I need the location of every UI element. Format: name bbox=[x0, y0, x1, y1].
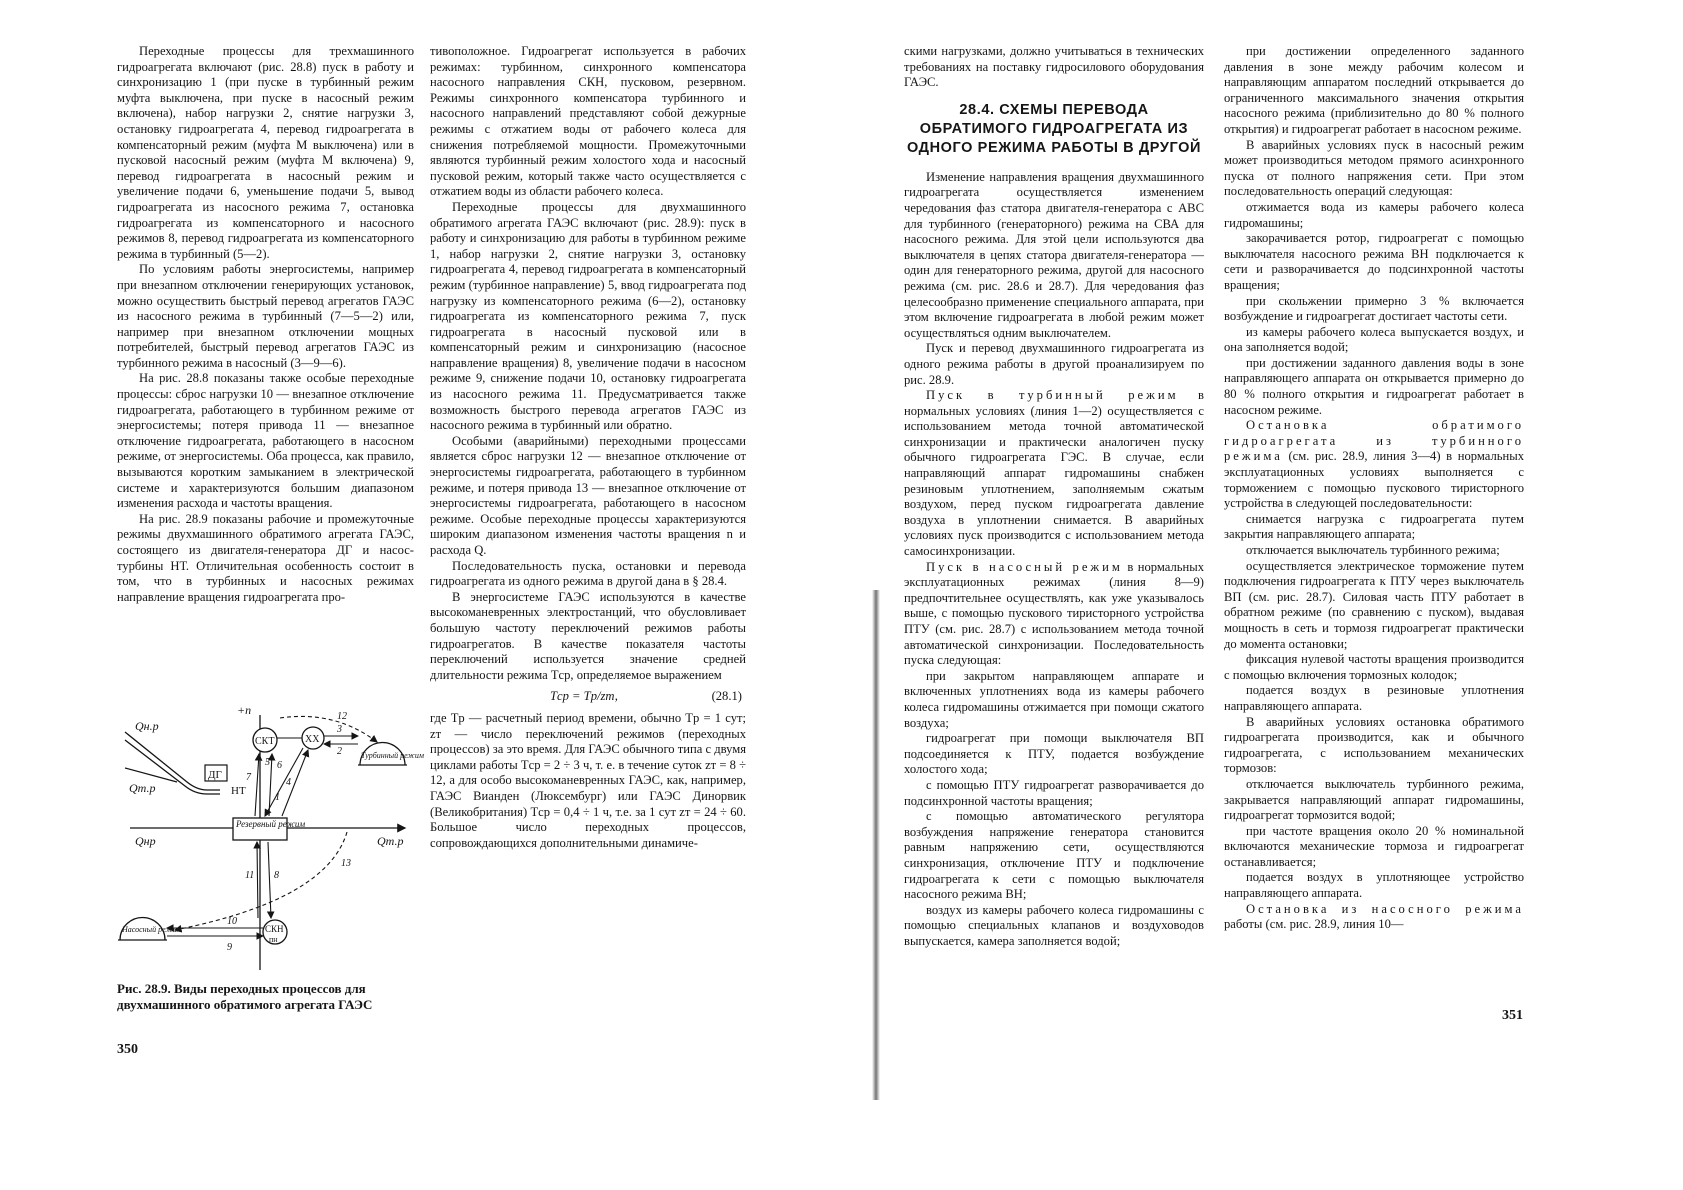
list-item: фиксация нулевой частоты вращения производится с помощью включения тормозных колодок; bbox=[1224, 652, 1524, 682]
page-number-left: 350 bbox=[117, 1042, 138, 1057]
section-heading: 28.4. СХЕМЫ ПЕРЕВОДА ОБРАТИМОГО ГИДРОАГРЕГАТА ИЗ ОДНОГО РЕЖИМА РАБОТЫ В ДРУГОЙ bbox=[906, 101, 1202, 156]
dg-label: ДГ bbox=[208, 769, 222, 781]
transition-10: 10 bbox=[227, 916, 237, 927]
list-item: при достижении заданного давления воды в зоне направляющего аппарата он открывается примерно до 80 % полного открытия и гидроагрегат работает в насосном режиме. bbox=[1224, 355, 1524, 417]
run-in-heading: Пуск в насосный режим bbox=[926, 559, 1123, 574]
nt-label: НТ bbox=[231, 785, 246, 797]
list-item: отжимается вода из камеры рабочего колеса гидромашины; bbox=[1224, 199, 1524, 230]
paragraph: скими нагрузками, должно учитываться в технических требованиях на поставку гидросилового оборудования ГАЭС. bbox=[904, 44, 1204, 90]
xx-label: XX bbox=[305, 734, 320, 745]
right-page bbox=[842, 0, 1683, 1190]
q-np-axis-label: Qнр bbox=[135, 834, 156, 848]
list-item: с помощью автоматического регулятора возбуждения напряжение генератора становится равным напряжению сети, осуществляются синхронизация, отключение ПТУ и подключение гидроагрегата к сети с помощью выключателя насосного режима ВН; bbox=[904, 809, 1204, 902]
run-in-heading: Пуск в турбинный режим bbox=[926, 388, 1179, 403]
q-tp-axis-label: Qт.р bbox=[377, 834, 404, 848]
figure-caption: Рис. 28.9. Виды переходных процессов для двухмашинного обратимого агрегата ГАЭС bbox=[117, 981, 373, 1012]
formula-number: (28.1) bbox=[711, 689, 742, 704]
transition-4: 4 bbox=[286, 777, 291, 788]
list-item: при частоте вращения около 20 % номинальной включаются механические тормоза и гидроагрегат останавливается; bbox=[1224, 823, 1524, 869]
paragraph: Особыми (аварийными) переходными процессами является сброс нагрузки 12 — внезапное отключение от энергосистемы гидроагрегата, работающего в турбинном режиме, и потеря привода 13 — внезапное отключение от энергосистемы гидроагрегата, работающего в насосном режиме. Особые переходные процессы характеризуются широким диапазоном изменения частоты вращения n и расхода Q. bbox=[430, 433, 746, 557]
paragraph: В энергосистеме ГАЭС используются в качестве высокоманевренных электростанций, что обусловливает большую частоту переключений режимов работы гидроагрегатов. В качестве показателя частоты переключений используется значение средней длительности режима Tср, определяемое выражением bbox=[430, 589, 746, 682]
axis-plus-n-label: +n bbox=[237, 703, 252, 717]
transition-7: 7 bbox=[246, 772, 251, 783]
turbine-mode-label: Турбинный режим bbox=[361, 751, 424, 760]
paragraph: тивоположное. Гидроагрегат используется в рабочих режимах: турбинном, синхронного компенсатора насосного направления СКН, пусковом, резервном. Режимы синхронного компенсатора турбинного и насосного направлений представляют собой дежурные режимы с отжатием воды от рабочего колеса для снижения потребляемой мощности. Промежуточными являются турбинный режим холостого хода и насосный пусковой режим, который также часто осуществляется с отжатием воды из области рабочего колеса. bbox=[430, 44, 746, 199]
list-item: отключается выключатель турбинного режима; bbox=[1246, 543, 1500, 557]
transition-3: 3 bbox=[337, 724, 342, 735]
figure-28-9 bbox=[115, 703, 424, 975]
pump-mode-label: Насосный режим bbox=[122, 925, 182, 934]
paragraph: По условиям работы энергосистемы, например при внезапном отключении генерирующих установок, можно осуществить быстрый перевод агрегатов ГАЭС из насосного режима в турбинный (7—5—2) или, например при внезапном отключении мощных потребителей, быстрый перевод агрегатов ГАЭС из турбинного режима в насосный (3—9—6). bbox=[117, 262, 414, 370]
paragraph: В аварийных условиях пуск в насосный режим может производиться методом прямого асинхронного пуска от полного напряжения сети. При этом последовательность операций следующая: bbox=[1224, 137, 1524, 199]
transition-8: 8 bbox=[274, 870, 279, 881]
formula-28-1 bbox=[430, 683, 746, 711]
list-item: при достижении определенного заданного давления в зоне между рабочим колесом и направляющим аппаратом последний открывается до ограниченного максимального значения открытия насосного режима (приблизительно до 80 % полного открытия) и гидроагрегат работает в насосном режиме. bbox=[1224, 44, 1524, 136]
right-column-2 bbox=[1224, 44, 1524, 933]
formula-expression: Tср = Tр/zт, bbox=[550, 689, 618, 704]
list-item: при закрытом направляющем аппарате и включенных уплотнениях вода из камеры рабочего колеса гидромашины отжимается при помощи сжатого воздуха; bbox=[904, 668, 1204, 730]
list-item: осуществляется электрическое торможение путем подключения гидроагрегата к ПТУ через выключатель ВП (см. рис. 28.7). Силовая часть ПТУ работает в обратном режиме (по сравнению с пуском), выдавая мощность в сеть и тормозя гидроагрегат практически до момента остановки; bbox=[1224, 558, 1524, 651]
paragraph: Пуск в насосный режим в нормальных эксплуатационных режимах (линия 8—9) предпочтительнее осуществлять, как уже указывалось выше, с помощью пускового тиристорного устройства ПТУ (см. рис. 28.7) с использованием метода точной автоматической синхронизации. Последовательность пуска следующая: bbox=[904, 559, 1204, 668]
transition-9: 9 bbox=[227, 942, 232, 953]
list-item: закорачивается ротор, гидроагрегат с помощью выключателя насосного режима ВН подключается к сети и разворачивается до подсинхронной частоты вращения; bbox=[1224, 231, 1524, 292]
left-column-1 bbox=[117, 44, 414, 605]
paragraph: Последовательность пуска, остановки и перевода гидроагрегата из одного режима в другой дана в § 28.4. bbox=[430, 558, 746, 589]
transition-2: 2 bbox=[337, 746, 342, 757]
transition-11: 11 bbox=[245, 870, 255, 881]
paragraph: Изменение направления вращения двухмашинного гидроагрегата осуществляется изменением чередования фаз статора двигателя-генератора с АВС для турбинного (генераторного) режима на СВА для насосного режима. Для этой цели используются два выключателя в цепях статора двигателя-генератора — один для генераторного режима, другой для насосного режима (см. рис. 28.6 и 28.7). Для чередования фаз целесообразно применение специального аппарата, при этом включение гидроагрегата в любой режим может осуществляться одним выключателем. bbox=[904, 169, 1204, 340]
list-item: гидроагрегат при помощи выключателя ВП подсоединяется к ПТУ, подается возбуждение холостого хода; bbox=[904, 731, 1204, 777]
run-in-heading: Остановка обратимого гидроагрегата из турбинного режима bbox=[1224, 418, 1524, 464]
paragraph: Переходные процессы для трехмашинного гидроагрегата включают (рис. 28.8) пуск в работу и синхронизацию 1 (при пуске в турбинный режим муфта выключена, при пуске в насосный режим включена), набор нагрузки 2, снятие нагрузки 3, остановку гидроагрегата 4, перевод гидроагрегата в компенсаторный режим (муфта М выключена) или в пусковой насосный режим (муфта М включена) 9, перевод гидроагрегата в насосный режим и увеличение подачи 6, уменьшение подачи 5, вывод гидроагрегата из насосного режима 7, остановка гидроагрегата из компенсаторного и насосного режимов 8, перевод гидроагрегата из компенсаторного режима в турбинный (5—2). bbox=[117, 44, 414, 261]
transition-12: 12 bbox=[337, 711, 347, 722]
skn-label: СКН bbox=[265, 924, 284, 934]
list-item: с помощью ПТУ гидроагрегат разворачивается до подсинхронной частоты вращения; bbox=[904, 777, 1204, 808]
list-item: подается воздух в уплотняющее устройство направляющего аппарата. bbox=[1224, 870, 1524, 901]
paragraph: Переходные процессы для двухмашинного обратимого агрегата ГАЭС включают (рис. 28.9): пуск в работу и синхронизацию для работы в турбинном режиме 1, набор нагрузки 2, снятие нагрузки 3, остановку гидроагрегата 4, перевод гидроагрегата в компенсаторный режим (турбинное направление) 5, ввод гидроагрегата под нагрузку из компенсаторного режима (6—2), остановку гидроагрегата из компенсаторного режима 7, пуск гидроагрегата в насосный пусковой или в компенсаторный режим и синхронизацию (насосное направление вращения) 8, увеличение подачи в насосном режиме 9, снижение подачи 10, остановку гидроагрегата из насосного режима 11. Предусматривается также возможность быстрого перевода агрегатов ГАЭС из насосного режима в турбинный или обратно. bbox=[430, 199, 746, 433]
skn-sub-label: пн bbox=[269, 935, 278, 944]
transition-5: 5 bbox=[265, 757, 270, 768]
list-item: при скольжении примерно 3 % включается возбуждение и гидроагрегат достигает частоты сети. bbox=[1224, 293, 1524, 324]
left-column-2 bbox=[430, 44, 746, 851]
list-item: снимается нагрузка с гидроагрегата путем закрытия направляющего аппарата; bbox=[1224, 511, 1524, 542]
right-column-1 bbox=[904, 44, 1204, 949]
paragraph: Остановка из насосного режима работы (см. рис. 28.9, линия 10— bbox=[1224, 901, 1524, 932]
paragraph: Пуск и перевод двухмашинного гидроагрегата из одного режима работы в другой проанализируем по рис. 28.9. bbox=[904, 341, 1204, 387]
list-item: из камеры рабочего колеса выпускается воздух, и она заполняется водой; bbox=[1224, 324, 1524, 355]
transition-6: 6 bbox=[277, 760, 282, 771]
skt-label: СКТ bbox=[255, 736, 275, 747]
transition-1: 1 bbox=[275, 792, 280, 803]
run-in-heading: Остановка из насосного режима bbox=[1246, 901, 1524, 916]
list-item: подается воздух в резиновые уплотнения направляющего аппарата. bbox=[1224, 683, 1524, 713]
paragraph: Остановка обратимого гидроагрегата из турбинного режима (см. рис. 28.9, линия 3—4) в нормальных эксплуатационных условиях выполняется с торможением с помощью пускового тиристорного устройства в следующей последовательности: bbox=[1224, 418, 1524, 511]
transition-13: 13 bbox=[341, 858, 351, 869]
paragraph: где Tр — расчетный период времени, обычно Tр = 1 сут; zт — число переключений режимов (переходных процессов) за это время. Для ГАЭС обычного типа с двумя циклами работы Tср = 2 ÷ 3 ч, т. е. в течение суток zт = 8 ÷ 12, а для особо высокоманевренных ГАЭС, как, например, ГАЭС Вианден (Люксембург) или ГАЭС Динорвик (Великобритания) Tср = 0,4 ÷ 1 ч, т.е. за 1 сут zт = 24 ÷ 60. Большое число переходных процессов, сопровождающихся дополнительными динамиче- bbox=[430, 710, 747, 850]
paragraph: В аварийных условиях остановка обратимого гидроагрегата производится, как и обычного гидроагрегата, с использованием механических тормозов: bbox=[1224, 714, 1524, 776]
paragraph: Пуск в турбинный режим в нормальных условиях (линия 1—2) осуществляется с использованием метода точной автоматической синхронизации и практически аналогичен пуску обычного гидроагрегата ГЭС. В случае, если направляющий аппарат гидромашины снабжен резиновым уплотнением, заполняемым сжатым воздухом, перед пуском гидроагрегата давление воздуха в уплотнении снимается. В аварийных условиях пуск производится с использованием метода самосинхронизации. bbox=[904, 388, 1204, 559]
paragraph: На рис. 28.9 показаны рабочие и промежуточные режимы двухмашинного обратимого агрегата ГАЭС, состоящего из двигателя-генератора ДГ и насос-турбины НТ. Отличительная особенность состоит в том, что в турбинных и насосных режимах направление вращения гидроагрегата про- bbox=[117, 511, 414, 604]
q-tp-left-label: Qт.р bbox=[129, 781, 156, 795]
page-number-right: 351 bbox=[1502, 1008, 1523, 1023]
list-item: отключается выключатель турбинного режима, закрывается направляющий аппарат гидромашины, гидроагрегат тормозится водой; bbox=[1224, 776, 1524, 823]
reserve-label: Резервный режим bbox=[236, 819, 306, 829]
paragraph: На рис. 28.8 показаны также особые переходные процессы: сброс нагрузки 10 — внезапное отключение гидроагрегата, работающего в турбинном режиме от энергосистемы; потеря привода 11 — внезапное отключение гидроагрегата, работающего в насосном режиме, от энергосистемы. Оба процесса, как правило, вызываются коротким замыканием в электрической системе и характеризуются большим диапазоном изменения расхода и частоты вращения. bbox=[117, 371, 414, 511]
list-item: воздух из камеры рабочего колеса гидромашины с помощью специальных клапанов и воздуховодов выпускается, камера заполняется водой; bbox=[904, 902, 1204, 948]
q-np-top-label: Qн.р bbox=[135, 719, 159, 733]
